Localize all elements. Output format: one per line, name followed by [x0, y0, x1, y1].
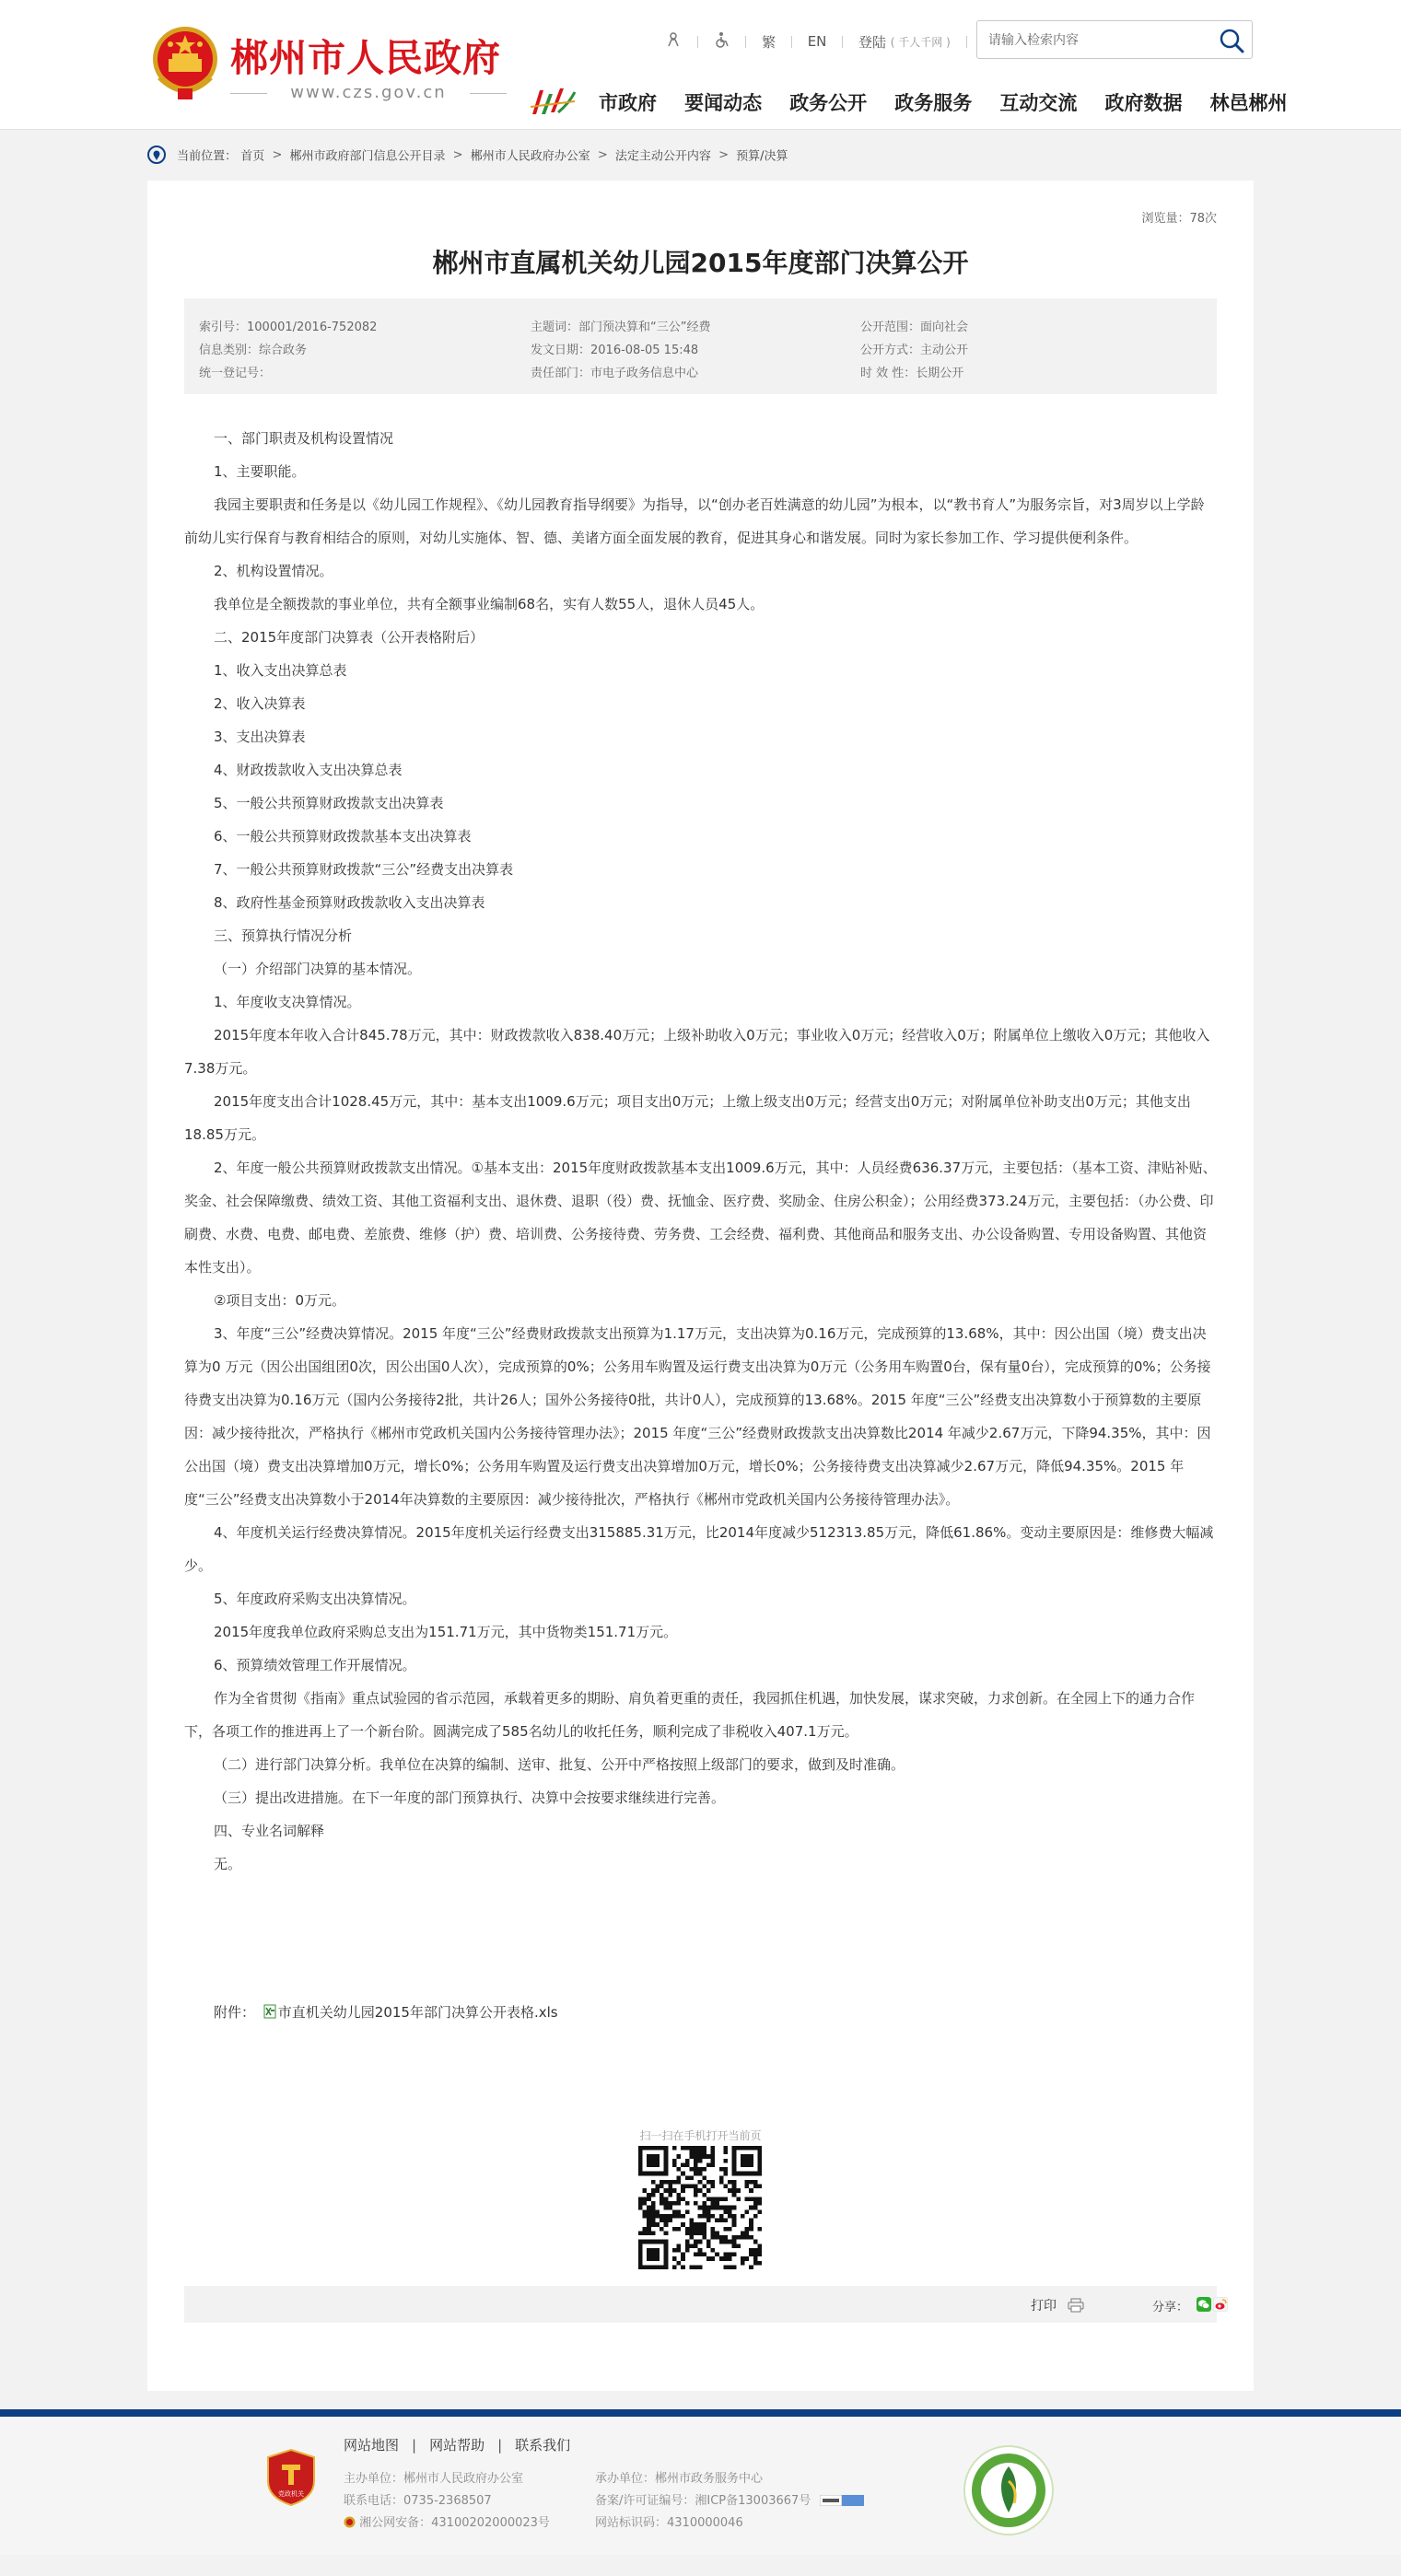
article-paragraph: 无。 [214, 1856, 242, 1872]
meta-dept: 责任部门：市电子政务信息中心 [531, 367, 699, 380]
tools-bar [184, 2286, 1217, 2323]
article-paragraph: （三）提出改进措施。在下一年度的部门预算执行、决算中会按要求继续进行完善。 [214, 1789, 726, 1806]
site-header [0, 0, 1401, 130]
article-paragraph: 6、预算绩效管理工作开展情况。 [214, 1657, 416, 1673]
lin-logo-icon [529, 85, 577, 118]
party-gov-badge-icon[interactable] [266, 2448, 316, 2507]
main-nav [599, 88, 1288, 116]
attachment-link[interactable]: 市直机关幼儿园2015年部门决算公开表格.xls [277, 2004, 558, 2021]
article-paragraph: 5、一般公共预算财政拨款支出决算表 [214, 795, 444, 811]
article-paragraph: 我单位是全额拨款的事业单位，共有全额事业编制68名，实有人数55人，退休人员45人。 [214, 596, 765, 612]
divider: | [412, 2437, 417, 2454]
breadcrumb-item-home[interactable]: 首页 [240, 149, 265, 164]
traditional-chinese-link[interactable]: 繁 [762, 33, 776, 51]
search-icon[interactable] [1219, 28, 1244, 53]
elder-mode-icon [665, 31, 682, 48]
login-note: ( 千人千网 ) [890, 35, 951, 49]
article-paragraph: 2015年度我单位政府采购总支出为151.71万元，其中货物类151.71万元。 [214, 1624, 678, 1640]
meta-category: 信息类别：综合政务 [199, 344, 308, 357]
article-paragraph: 作为全省贯彻《指南》重点试验园的省示范园，承载着更多的期盼、肩负着更重的责任，我园抓住机遇，加快发展，谋求突破，力求创新。在全园上下的通力合作下，各项工作的推进再上了一个新台阶。圆满完成了585名幼儿的收托任务，顺利完成了非税收入407.1万元。 [184, 1690, 1196, 1740]
share-label: 分享： [1152, 2301, 1189, 2314]
excel-file-icon [263, 2004, 276, 2019]
breadcrumb-item-office[interactable]: 郴州市人民政府办公室 [470, 149, 590, 164]
weibo-share-icon[interactable] [1213, 2297, 1228, 2312]
article-paragraph: 2015年度支出合计1028.45万元，其中：基本支出1009.6万元；项目支出0万元；上缴上级支出0万元；经营支出0万元；对附属单位补助支出0万元；其他支出18.85万元。 [184, 1093, 1191, 1143]
nav-item-news[interactable]: 要闻动态 [684, 92, 763, 114]
meta-issue-date: 发文日期：2016-08-05 15:48 [531, 344, 699, 357]
qr-code [638, 2146, 762, 2269]
wechat-share-icon[interactable] [1197, 2297, 1211, 2312]
qr-caption: 扫一扫在手机打开当前页 [639, 2129, 762, 2142]
article-paragraph: 1、收入支出决算总表 [214, 662, 347, 679]
article-paragraph: （二）进行部门决算分析。我单位在决算的编制、送审、批复、公开中严格按照上级部门的要求，做到及时准确。 [214, 1756, 905, 1773]
breadcrumb-separator: > [597, 147, 608, 162]
article-paragraph: （一）介绍部门决算的基本情况。 [214, 961, 422, 977]
footer-undertaker: 承办单位：郴州市政务服务中心 [595, 2472, 764, 2486]
breadcrumb-separator: > [272, 147, 283, 162]
article-paragraph: ②项目支出：0万元。 [214, 1292, 345, 1309]
article-paragraph: 我园主要职责和任务是以《幼儿园工作规程》、《幼儿园教育指导纲要》为指导，以“创办老百姓满意的幼儿园”为根本，以“教书育人”为服务宗旨，对3周岁以上学龄前幼儿实行保育与教育相结合的原则，对幼儿实施体、智、德、美诸方面全面发展的教育，促进其身心和谐发展。同时为家长参加工作、学习提供便利条件。 [184, 496, 1205, 546]
article-meta [184, 298, 1217, 394]
article-paragraph: 2、年度一般公共预算财政拨款支出情况。①基本支出：2015年度财政拨款基本支出1009.6万元，其中：人员经费636.37万元，主要包括：（基本工资、津贴补贴、奖金、社会保障缴费、绩效工资、其他工资福利支出、退休费、退职（役）费、抚恤金、医疗费、奖励金、住房公积金）；公用经费373.24万元，主要包括：（办公费、印刷费、水费、电费、邮电费、差旅费、维修（护）费、培训费、公务接待费、劳务费、工会经费、福利费、其他商品和服务支出、办公设备购置、专用设备购置、其他资本性支出）。 [184, 1160, 1217, 1276]
nav-item-linyi-chenzhou[interactable]: 林邑郴州 [1209, 92, 1288, 114]
footer-links [344, 2435, 570, 2454]
nav-item-gov-affairs[interactable]: 政务公开 [789, 92, 868, 114]
article-paragraph: 二、2015年度部门决算表（公开表格附后） [214, 629, 485, 646]
footer-link-sitemap[interactable]: 网站地图 [344, 2437, 400, 2454]
footer-site-id: 网站标识码：4310000046 [595, 2516, 743, 2530]
civilized-city-logo-icon[interactable] [963, 2444, 1055, 2536]
article-title: 郴州市直属机关幼儿园2015年度部门决算公开 [432, 248, 969, 278]
top-links [665, 31, 1010, 50]
meta-validity: 时 效 性：长期公开 [860, 367, 964, 380]
nav-item-interaction[interactable]: 互动交流 [999, 92, 1078, 114]
article-paragraph: 四、专业名词解释 [214, 1823, 325, 1839]
nav-item-city-gov[interactable]: 市政府 [599, 92, 657, 114]
national-emblem-icon[interactable] [150, 24, 220, 101]
nav-item-gov-service[interactable]: 政务服务 [894, 92, 973, 114]
divider [697, 36, 698, 48]
divider [791, 36, 792, 48]
article-paragraph: 7、一般公共预算财政拨款“三公”经费支出决算表 [214, 861, 514, 878]
cnzz-stat-icon[interactable] [820, 2495, 864, 2506]
article-container [147, 181, 1254, 2391]
article-paragraph: 1、主要职能。 [214, 463, 306, 480]
article-paragraph: 8、政府性基金预算财政拨款收入支出决算表 [214, 894, 485, 911]
badge-text: 党政机关 [278, 2490, 304, 2498]
meta-scope: 公开范围：面向社会 [860, 321, 969, 334]
attachment-label: 附件： [214, 2004, 256, 2021]
footer-police-text: 湘公网安备：43100202000023号 [359, 2516, 550, 2530]
english-link[interactable]: EN [807, 33, 827, 50]
breadcrumb-item-catalog[interactable]: 郴州市政府部门信息公开目录 [289, 149, 446, 164]
article-paragraph: 1、年度收支决算情况。 [214, 994, 361, 1010]
printer-icon [1068, 2298, 1084, 2313]
article-paragraph: 4、年度机关运行经费决算情况。2015年度机关运行经费支出315885.31万元，比2014年度减少512313.85万元，降低61.86%。变动主要原因是：维修费大幅减少。 [184, 1524, 1214, 1574]
breadcrumb-label: 当前位置： [177, 149, 238, 164]
divider: | [497, 2437, 503, 2454]
meta-unified-no: 统一登记号： [199, 367, 272, 380]
attachment [214, 2002, 558, 2022]
article-paragraph: 5、年度政府采购支出决算情况。 [214, 1591, 416, 1607]
breadcrumb-separator: > [452, 147, 463, 162]
footer-organizer: 主办单位：郴州市人民政府办公室 [344, 2472, 524, 2486]
article-paragraph: 一、部门职责及机构设置情况 [214, 430, 394, 447]
article-paragraph: 2、机构设置情况。 [214, 563, 333, 579]
footer-icp-text: 备案/许可证编号：湘ICP备13003667号 [595, 2494, 811, 2508]
site-name[interactable]: 郴州市人民政府 [230, 36, 501, 80]
print-button[interactable] [1031, 2296, 1084, 2314]
article-paragraph: 3、支出决算表 [214, 729, 306, 745]
footer-divider [0, 2409, 1401, 2417]
site-domain: www.czs.gov.cn [230, 83, 507, 102]
accessibility-link[interactable] [714, 31, 730, 52]
article-body [184, 422, 1217, 1881]
divider [842, 36, 843, 48]
login-link[interactable]: 登陆 [858, 33, 886, 51]
meta-method: 公开方式：主动公开 [860, 344, 969, 357]
wheelchair-icon [714, 31, 730, 48]
view-count: 浏览量：78次 [1141, 212, 1217, 226]
article-paragraph: 6、一般公共预算财政拨款基本支出决算表 [214, 828, 472, 845]
footer-link-help[interactable]: 网站帮助 [429, 2437, 485, 2454]
breadcrumb-item-public-content[interactable]: 法定主动公开内容 [614, 149, 711, 164]
article-paragraph: 2、收入决算表 [214, 695, 306, 712]
meta-index-no: 索引号：100001/2016-752082 [199, 321, 378, 334]
police-badge-icon [344, 2516, 356, 2528]
footer-police-record[interactable] [344, 2512, 550, 2530]
footer-link-contact[interactable]: 联系我们 [515, 2437, 571, 2454]
nav-item-gov-data[interactable]: 政府数据 [1104, 92, 1183, 114]
meta-subject: 主题词：部门预决算和“三公”经费 [531, 321, 711, 334]
article-paragraph: 3、年度“三公”经费决算情况。2015 年度“三公”经费财政拨款支出预算为1.17万元，支出决算为0.16万元，完成预算的13.68%，其中：因公出国（境）费支出决算为0 万元（因公出国组团0次，因公出国0人次），完成预算的0%；公务用车购置及运行费支出决算为0万元（公务用车购置0台，保有量0台），完成预算的0%；公务接待费支出决算为0.16万元（国内公务接待2批，共计26人；国外公务接待0批，共计0人），完成预算的13.68%。2015 年度“三公”经费支出决算数小于预算数的主要原因：减少接待批次，严格执行《郴州市党政机关国内公务接待管理办法》；2015 年度“三公”经费财政拨款支出决算数比2014 年减少2.67万元，下降94.35%，其中：因公出国（境）费支出决算增加0万元，增长0%；公务用车购置及运行费支出决算增加0万元，增长0%；公务接待费支出决算减少2.67万元，降低94.35%。2015 年度“三公”经费支出决算数小于2014年决算数的主要原因：减少接待批次，严格执行《郴州市党政机关国内公务接待管理办法》。 [184, 1325, 1211, 1508]
breadcrumb-item-budget[interactable]: 预算/决算 [736, 149, 788, 164]
article-paragraph: 2015年度本年收入合计845.78万元，其中：财政拨款收入838.40万元；上级补助收入0万元；事业收入0万元；经营收入0万；附属单位上缴收入0万元；其他收入7.38万元。 [184, 1027, 1210, 1077]
search-box [976, 20, 1253, 59]
footer-icp-record[interactable] [595, 2490, 864, 2508]
search-input[interactable] [987, 29, 1211, 52]
divider [966, 36, 967, 48]
breadcrumb-separator: > [718, 147, 729, 162]
footer-phone: 联系电话：0735-2368507 [344, 2494, 492, 2508]
site-footer [0, 2417, 1401, 2555]
elder-mode-link[interactable] [665, 31, 682, 52]
location-pin-icon [147, 146, 166, 164]
print-label: 打印 [1031, 2299, 1057, 2314]
breadcrumb [147, 146, 788, 164]
article-paragraph: 4、财政拨款收入支出决算总表 [214, 762, 403, 778]
article-paragraph: 三、预算执行情况分析 [214, 927, 353, 944]
divider [745, 36, 746, 48]
